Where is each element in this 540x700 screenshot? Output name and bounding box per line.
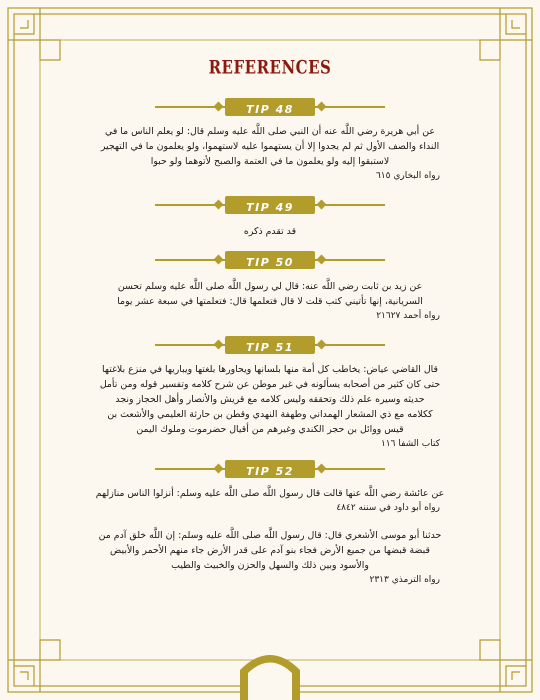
text-line: عن أبي هريرة رضي اللَّه عنه أن النبي صلى اللَّه عليه وسلم قال: لو يعلم الناس ما في xyxy=(105,126,435,137)
tip-51-source: كتاب الشفا ١١٦ xyxy=(380,439,440,449)
text-line: قال القاضي عياض: يخاطب كل أمة منها بلسانها ويحاورها بلغتها ويباريها في منزع بلاغتها xyxy=(102,364,438,375)
text-line: حديثه وسيره علم ذلك وتحققه وليس كلامه مع قريش والأنصار وأهل الحجاز ونجد xyxy=(115,394,425,405)
tip-50-label: TIP 50 xyxy=(246,256,294,269)
tip-51-header xyxy=(0,334,540,356)
tip-48-text xyxy=(70,124,470,184)
tip-52-source-2: رواه الترمذي ٢٣١٣ xyxy=(369,575,440,585)
tip-51-label: TIP 51 xyxy=(246,341,294,354)
text-line: قيس ووائل بن حجر الكندي وغيرهم من أقيال حضرموت وملوك اليمن xyxy=(136,424,404,435)
tip-52-text-2 xyxy=(70,528,470,588)
tip-50-header xyxy=(0,249,540,271)
tip-49-header xyxy=(0,194,540,216)
text-line: عن عائشة رضي اللَّه عنها قالت قال رسول اللَّه صلى اللَّه عليه وسلم: أنزلوا الناس منازلهم xyxy=(95,488,445,499)
text-line: عن زيد بن ثابت رضي اللَّه عنه: قال لي رسول اللَّه صلى اللَّه عليه وسلم تحسن xyxy=(117,281,423,292)
tip-52-label: TIP 52 xyxy=(246,465,294,478)
tip-48-source: رواه البخاري ٦١٥ xyxy=(375,171,440,181)
tip-48-label: TIP 48 xyxy=(246,103,294,116)
text-line: النداء والصف الأول ثم لم يجدوا إلا أن يستهموا عليه لاستهموا، ولو يعلمون ما في التهجير xyxy=(100,141,440,152)
tip-52-text xyxy=(70,486,470,516)
text-line: ككلامه مع ذي المشعار الهمداني وطهفة النهدي وقطن بن حارثة العليمي والأشعث بن xyxy=(107,409,433,420)
tip-49-label: TIP 49 xyxy=(246,201,294,214)
text-line: والأسود وبين ذلك والسهل والحزن والخبيث والطيب xyxy=(171,560,369,571)
text-line: حدثنا أبو موسى الأشعري قال: قال رسول اللَّه صلى اللَّه عليه وسلم: إن اللَّه خلق آدم من xyxy=(98,530,442,541)
text-line: لاستبقوا إليه ولو يعلمون ما في العتمة والصبح لأتوهما ولو حبوا xyxy=(150,156,390,167)
tip-48-header xyxy=(0,96,540,118)
text-line: السريانية، إنها تأتيني كتب قلت لا قال فتعلمها قال: فتعلمتها في سبعة عشر يوما xyxy=(117,296,423,307)
tip-52-header xyxy=(0,458,540,480)
tip-50-text xyxy=(70,279,470,324)
tip-52-source-1: رواه أبو داود في سننه ٤٨٤٢ xyxy=(336,503,440,513)
text-line: قبضة قبضها من جميع الأرض فجاء بنو آدم على قدر الأرض جاء منهم الأحمر والأبيض xyxy=(110,545,430,556)
tip-51-text xyxy=(70,362,470,452)
tip-50-source: رواه أحمد ٢١٦٢٧ xyxy=(376,311,440,321)
page-title: REFERENCES xyxy=(208,55,332,79)
tip-49-text xyxy=(70,224,470,239)
text-line: قد تقدم ذكره xyxy=(243,226,297,237)
text-line: حتى كان كثير من أصحابه يسألونه في غير موطن عن شرح كلامه وتفسير قوله ومن تأمل xyxy=(99,379,441,390)
